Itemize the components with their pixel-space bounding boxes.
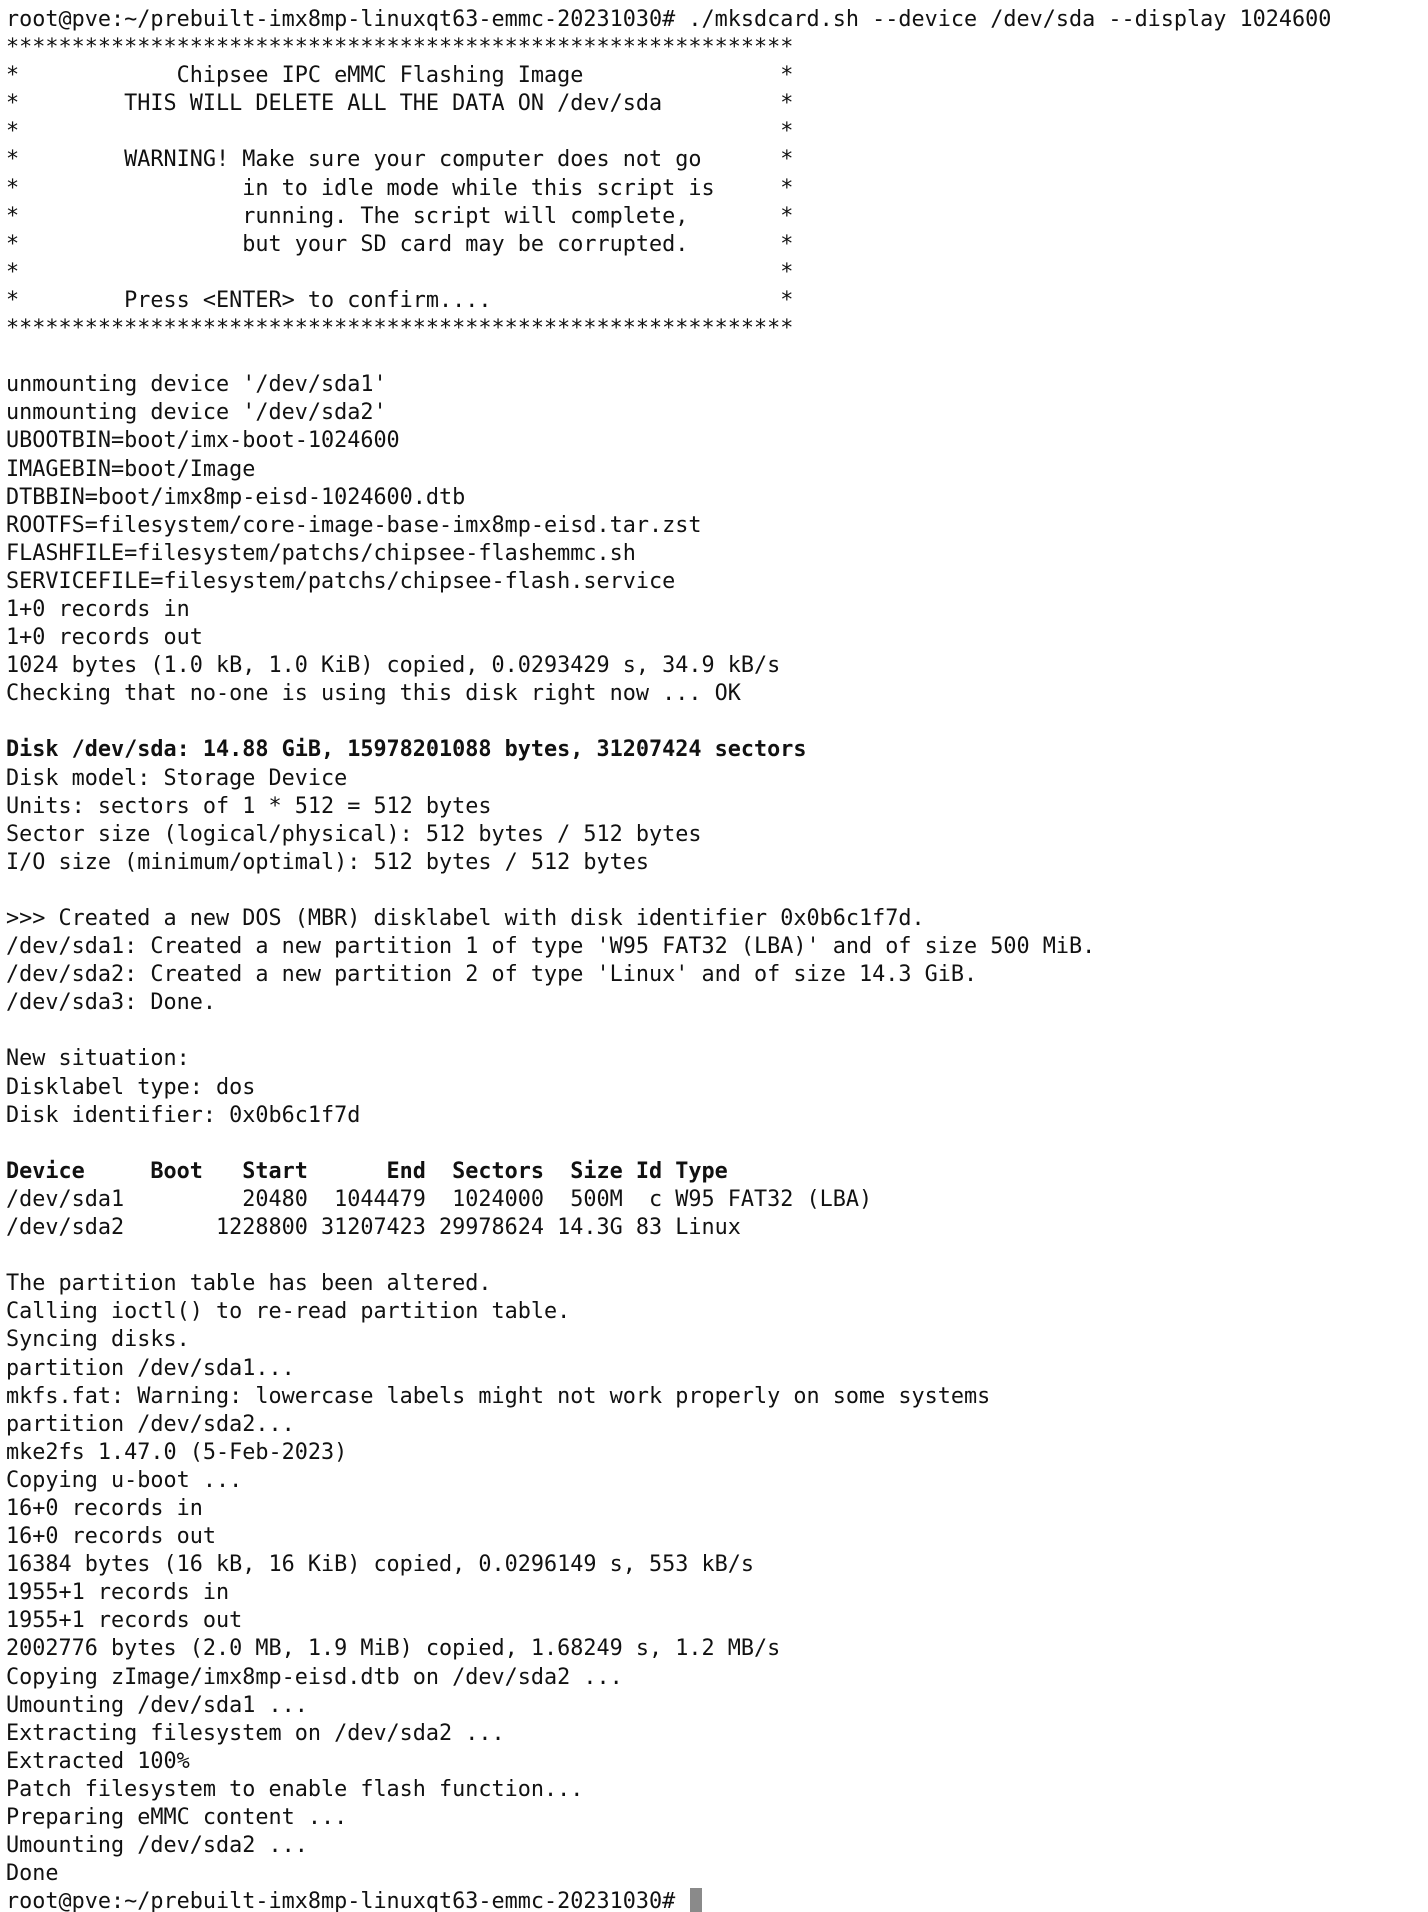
terminal-output <box>6 6 1422 1888</box>
output-line: Copying u-boot ... <box>6 1467 243 1493</box>
output-line: DTBBIN=boot/imx8mp-eisd-1024600.dtb <box>6 484 466 510</box>
output-line: Extracting filesystem on /dev/sda2 ... <box>6 1720 505 1746</box>
output-line: Checking that no-one is using this disk right now ... OK <box>6 681 741 707</box>
output-line: 1955+1 records out <box>6 1608 243 1634</box>
output-line: ************************************************************ <box>6 316 794 342</box>
output-line: Disk model: Storage Device <box>6 765 348 791</box>
output-line: 16384 bytes (16 kB, 16 KiB) copied, 0.0296149 s, 553 kB/s <box>6 1552 755 1578</box>
blank-line <box>6 877 1422 905</box>
output-line: * * <box>6 119 794 145</box>
output-line: Umounting /dev/sda1 ... <box>6 1692 308 1718</box>
blank-line <box>6 343 1422 371</box>
output-line: 16+0 records in <box>6 1495 203 1521</box>
output-line: * running. The script will complete, * <box>6 203 794 229</box>
terminal-prompt: root@pve:~/prebuilt-imx8mp-linuxqt63-emmc-20231030# <box>6 1889 689 1912</box>
output-line: /dev/sda2 1228800 31207423 29978624 14.3G 83 Linux <box>6 1215 741 1241</box>
output-line: 1955+1 records in <box>6 1580 230 1606</box>
output-line: * but your SD card may be corrupted. * <box>6 231 794 257</box>
blank-line <box>6 1017 1422 1045</box>
output-line: Device Boot Start End Sectors Size Id Type <box>6 1158 728 1184</box>
terminal-cursor[interactable] <box>690 1888 702 1912</box>
output-line: mkfs.fat: Warning: lowercase labels might not work properly on some systems <box>6 1383 991 1409</box>
output-line: SERVICEFILE=filesystem/patchs/chipsee-flash.service <box>6 568 676 594</box>
blank-line <box>6 708 1422 736</box>
output-line: 1+0 records in <box>6 596 190 622</box>
output-line: Done <box>6 1861 59 1887</box>
output-line: * * <box>6 259 794 285</box>
output-line: IMAGEBIN=boot/Image <box>6 456 256 482</box>
blank-line <box>6 1130 1422 1158</box>
output-line: Preparing eMMC content ... <box>6 1805 348 1830</box>
output-line: Extracted 100% <box>6 1748 190 1774</box>
output-line: Umounting /dev/sda2 ... <box>6 1833 308 1859</box>
output-line: New situation: <box>6 1046 190 1072</box>
output-line: * THIS WILL DELETE ALL THE DATA ON /dev/sda * <box>6 91 794 117</box>
output-line: Syncing disks. <box>6 1327 190 1353</box>
blank-line <box>6 1242 1422 1270</box>
output-line: /dev/sda3: Done. <box>6 990 216 1016</box>
output-line: /dev/sda2: Created a new partition 2 of type 'Linux' and of size 14.3 GiB. <box>6 962 978 988</box>
output-line: Patch filesystem to enable flash function... <box>6 1776 584 1802</box>
output-line: UBOOTBIN=boot/imx-boot-1024600 <box>6 428 400 454</box>
output-line: Disk /dev/sda: 14.88 GiB, 15978201088 bytes, 31207424 sectors <box>6 737 807 763</box>
output-line: /dev/sda1 20480 1044479 1024000 500M c W95 FAT32 (LBA) <box>6 1186 873 1212</box>
output-line: Units: sectors of 1 * 512 = 512 bytes <box>6 793 492 819</box>
terminal-prompt-line[interactable] <box>6 1888 1422 1912</box>
output-line: FLASHFILE=filesystem/patchs/chipsee-flashemmc.sh <box>6 540 636 566</box>
output-line: partition /dev/sda2... <box>6 1411 295 1437</box>
output-line: /dev/sda1: Created a new partition 1 of type 'W95 FAT32 (LBA)' and of size 500 MiB. <box>6 934 1096 960</box>
output-line: Disklabel type: dos <box>6 1074 256 1100</box>
output-line: Sector size (logical/physical): 512 bytes / 512 bytes <box>6 821 702 847</box>
output-line: * WARNING! Make sure your computer does not go * <box>6 147 794 173</box>
output-line: The partition table has been altered. <box>6 1271 492 1297</box>
output-line: Copying zImage/imx8mp-eisd.dtb on /dev/sda2 ... <box>6 1664 623 1690</box>
output-line: 2002776 bytes (2.0 MB, 1.9 MiB) copied, 1.68249 s, 1.2 MB/s <box>6 1636 781 1662</box>
output-line: I/O size (minimum/optimal): 512 bytes / 512 bytes <box>6 849 650 875</box>
output-line: * in to idle mode while this script is * <box>6 175 794 201</box>
output-line: root@pve:~/prebuilt-imx8mp-linuxqt63-emmc-20231030# ./mksdcard.sh --device /dev/sda --display 1024600 <box>6 7 1332 32</box>
output-line: 1024 bytes (1.0 kB, 1.0 KiB) copied, 0.0293429 s, 34.9 kB/s <box>6 653 781 679</box>
output-line: 16+0 records out <box>6 1524 216 1550</box>
output-line: * Chipsee IPC eMMC Flashing Image * <box>6 63 794 89</box>
output-line: unmounting device '/dev/sda1' <box>6 372 387 398</box>
output-line: Calling ioctl() to re-read partition table. <box>6 1299 571 1325</box>
output-line: >>> Created a new DOS (MBR) disklabel with disk identifier 0x0b6c1f7d. <box>6 906 925 931</box>
output-line: Disk identifier: 0x0b6c1f7d <box>6 1102 361 1128</box>
output-line: ************************************************************ <box>6 35 794 61</box>
output-line: ROOTFS=filesystem/core-image-base-imx8mp-eisd.tar.zst <box>6 512 702 538</box>
output-line: mke2fs 1.47.0 (5-Feb-2023) <box>6 1439 348 1465</box>
output-line: 1+0 records out <box>6 625 203 651</box>
output-line: partition /dev/sda1... <box>6 1355 295 1381</box>
output-line: unmounting device '/dev/sda2' <box>6 400 387 426</box>
output-line: * Press <ENTER> to confirm.... * <box>6 287 794 313</box>
